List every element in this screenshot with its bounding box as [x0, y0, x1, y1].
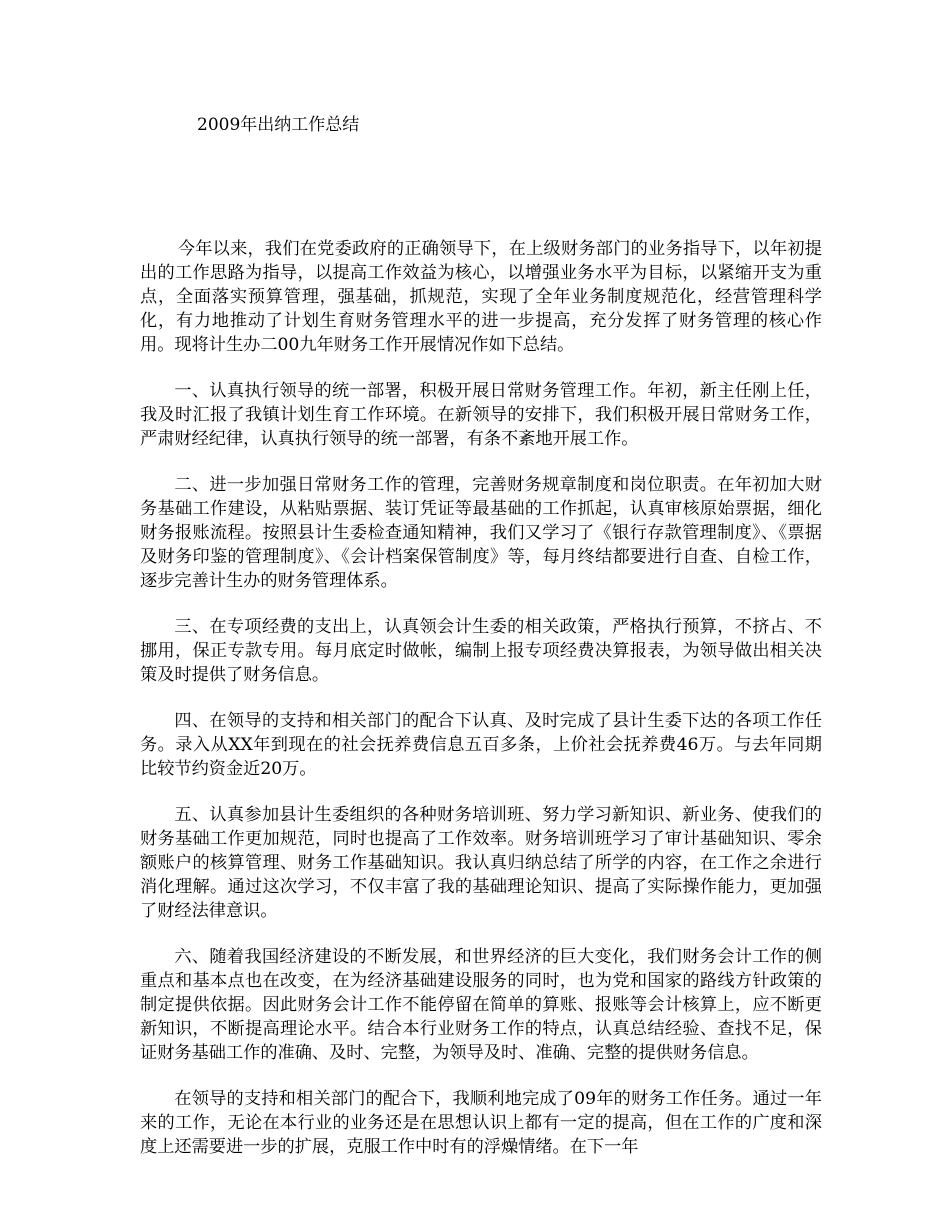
paragraph-section-4: 四、在领导的支持和相关部门的配合下认真、及时完成了县计生委下达的各项工作任务。录入从XX年到现在的社会抚养费信息五百多条，上价社会抚养费46万。与去年同期比较节约资金近20万。	[140, 711, 822, 779]
paragraph-conclusion: 在领导的支持和相关部门的配合下，我顺利地完成了09年的财务工作任务。通过一年来的工作，无论在本行业的业务还是在思想认识上都有一定的提高，但在工作的广度和深度上还需要进一步的扩展，克服工作中时有的浮燥情绪。在下一年	[140, 1089, 822, 1157]
document-body	[140, 237, 822, 1181]
document-title: 2009年出纳工作总结	[197, 115, 360, 135]
paragraph-section-3: 三、在专项经费的支出上，认真领会计生委的相关政策，严格执行预算，不挤占、不挪用，保正专款专用。每月底定时做帐，编制上报专项经费决算报表，为领导做出相关决策及时提供了财务信息。	[140, 617, 822, 685]
paragraph-intro: 今年以来，我们在党委政府的正确领导下，在上级财务部门的业务指导下，以年初提出的工作思路为指导，以提高工作效益为核心，以增强业务水平为目标，以紧缩开支为重点，全面落实预算管理，强基础，抓规范，实现了全年业务制度规范化，经营管理科学化，有力地推动了计划生育财务管理水平的进一步提高，充分发挥了财务管理的核心作用。现将计生办二00九年财务工作开展情况作如下总结。	[140, 239, 822, 355]
paragraph-section-1: 一、认真执行领导的统一部署，积极开展日常财务管理工作。年初，新主任刚上任，我及时汇报了我镇计划生育工作环境。在新领导的安排下，我们积极开展日常财务工作，严肃财经纪律，认真执行领导的统一部署，有条不紊地开展工作。	[140, 381, 822, 449]
paragraph-section-2: 二、进一步加强日常财务工作的管理，完善财务规章制度和岗位职责。在年初加大财务基础工作建设，从粘贴票据、装订凭证等最基础的工作抓起，认真审核原始票据，细化财务报账流程。按照县计生委检查通知精神，我们又学习了《银行存款管理制度》、《票据及财务印鉴的管理制度》、《会计档案保管制度》等，每月终结都要进行自查、自检工作，逐步完善计生办的财务管理体系。	[140, 475, 822, 591]
paragraph-section-6: 六、随着我国经济建设的不断发展，和世界经济的巨大变化，我们财务会计工作的侧重点和基本点也在改变，在为经济基础建设服务的同时，也为党和国家的路线方针政策的制定提供依据。因此财务会计工作不能停留在简单的算账、报账等会计核算上，应不断更新知识，不断提高理论水平。结合本行业财务工作的特点，认真总结经验、查找不足，保证财务基础工作的准确、及时、完整，为领导及时、准确、完整的提供财务信息。	[140, 947, 822, 1063]
paragraph-section-5: 五、认真参加县计生委组织的各种财务培训班、努力学习新知识、新业务、使我们的财务基础工作更加规范，同时也提高了工作效率。财务培训班学习了审计基础知识、零余额账户的核算管理、财务工作基础知识。我认真归纳总结了所学的内容，在工作之余进行消化理解。通过这次学习，不仅丰富了我的基础理论知识、提高了实际操作能力，更加强了财经法律意识。	[140, 805, 822, 921]
